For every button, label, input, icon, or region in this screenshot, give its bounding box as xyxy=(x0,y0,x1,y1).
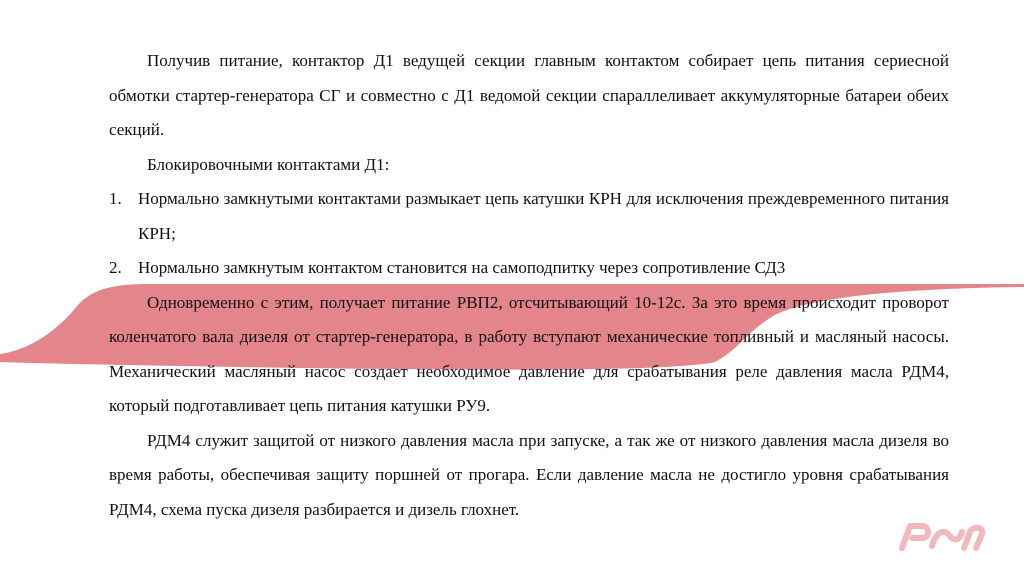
list-item-1 xyxy=(109,182,949,251)
list-text: Нормально замкнутыми контактами размыкает цепь катушки КРН для исключения преждевременного питания КРН; xyxy=(138,189,949,243)
list-text: Нормально замкнутым контактом становится на самоподпитку через сопротивление СД3 xyxy=(138,258,786,277)
list-number: 1. xyxy=(109,189,122,208)
paragraph-4: РДМ4 служит защитой от низкого давления масла при запуске, а так же от низкого давления масла дизеля во время работы, обеспечивая защиту поршней от прогара. Если давление масла не достигло уровня срабатывания РДМ4, схема пуска дизеля разбирается и дизель глохнет. xyxy=(109,430,949,519)
list-number: 2. xyxy=(109,258,122,277)
paragraph-3: Одновременно с этим, получает питание РВП2, отсчитывающий 10-12с. За это время происходит проворот коленчатого вала дизеля от стартер-генератора, в работу вступают механические топливный и масляный насосы. Механический масляный насос создает необходимое давление для срабатывания реле давления масла РДМ4, который подготавливает цепь питания катушки РУ9. xyxy=(109,292,949,415)
list-item-2 xyxy=(109,251,949,286)
paragraph-2: Блокировочными контактами Д1: xyxy=(147,154,390,174)
paragraph-1: Получив питание, контактор Д1 ведущей секции главным контактом собирает цепь питания сериесной обмотки стартер-генератора СГ и совместно с Д1 ведомой секции спараллеливает аккумуляторные батареи обеих секций. xyxy=(109,51,949,139)
document-text xyxy=(109,44,949,527)
